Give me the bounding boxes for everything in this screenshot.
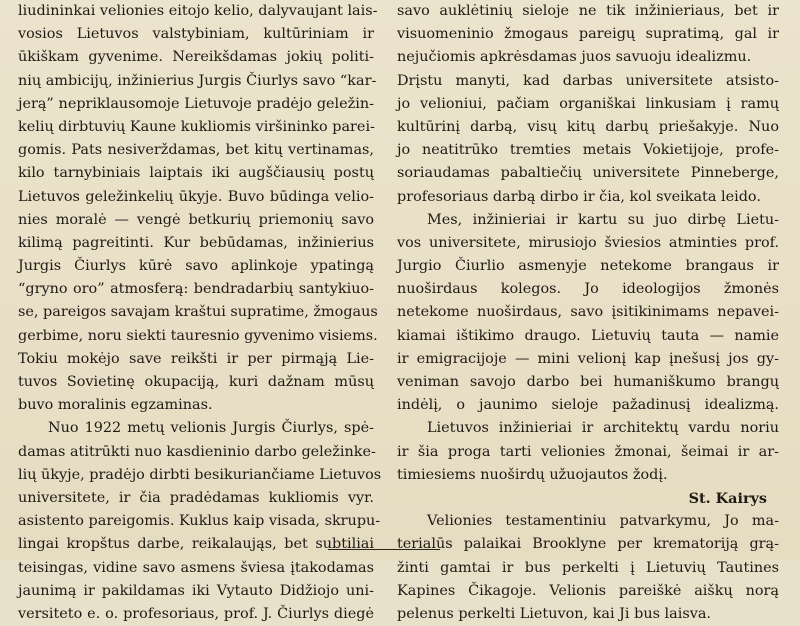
text-line: profesoriaus darbą dirbo ir čia, kol sveikata leido. [397, 188, 761, 205]
text-line: jerą” nepriklausomoje Lietuvoje pradėjo geležin- [18, 95, 374, 112]
right-column [397, 0, 779, 626]
text-line: kiamai ištikimo draugo. Lietuvių tauta — namie [397, 327, 779, 344]
text-line: netekome nuoširdaus, savo įsitikinimams nepavei- [397, 304, 779, 321]
text-line: buvo moralinis egzaminas. [18, 397, 213, 414]
text-line: ūkiškam gyvenime. Nereikšdamas jokių politi- [18, 49, 374, 66]
text-line: se, pareigos savajam kraštui supratime, žmogaus [18, 304, 378, 321]
text-line: Jurgio Čiurlio asmenyje netekome brangaus ir [397, 258, 779, 275]
text-line: jo neatitrūko tremties metais Vokietijoje, profe- [397, 142, 779, 159]
text-line: kultūrinį darbą, visų kitų darbų priešakyje. Nuo [397, 118, 779, 135]
text-line: lingai kropštus darbe, reikalaująs, bet subtiliai [18, 536, 374, 553]
text-line: gomis. Pats nesiverždamas, bet kitų vertinamas, [18, 142, 374, 159]
text-line: žinti gamtai ir bus perkelti į Lietuvių Tautines [397, 559, 779, 576]
text-line: timiesiems nuoširdų užuojautos žodį. [397, 466, 668, 483]
text-line: liudininkai velionies eitojo kelio, dalyvaujant lais- [18, 3, 378, 19]
text-line: kilo tarnybiniais laiptais iki augščiausių postų [18, 165, 374, 182]
text-line: gerbime, noru siekti tauresnio gyvenimo visiems. [18, 327, 378, 344]
text-line: veniman savojo darbo bei humaniškumo brangų [397, 374, 779, 390]
text-line: universitete, ir čia pradėdamas kukliomis vyr. [18, 489, 374, 506]
text-line: tuvos Sovietinę okupaciją, kuri dažnam mūsų [18, 374, 374, 390]
text-line: ir emigracijoje — mini velionį kap įnešusį jos gy- [397, 350, 779, 367]
author-signature: St. Kairys [688, 489, 767, 507]
text-line: jo velioniui, pačiam organiškai linkusiam į ramų [397, 95, 779, 112]
text-line: teisingas, vidine savo asmens šviesa įtakodamas [18, 559, 374, 576]
text-line: soriaudamas pabaltiečių universitete Pinneberge, [397, 165, 779, 182]
text-line: kilimą pagreitinti. Kur bebūdamas, inžinierius [18, 234, 374, 251]
text-line: vosios Lietuvos valstybiniam, kultūriniam ir [18, 26, 374, 43]
text-line: versiteto e. o. profesoriaus, prof. J. Čiurlys diegė [18, 605, 374, 622]
text-line: ir šia proga tarti velionies žmonai, šeimai ir ar- [397, 443, 779, 460]
text-line: Nuo 1922 metų velionis Jurgis Čiurlys, spė- [48, 420, 374, 437]
text-line: indėlį, o jaunimo sieloje pažadinusį idealizmą. [397, 397, 779, 414]
text-line: Velionies testamentiniu patvarkymu, Jo ma- [427, 513, 779, 530]
footer-rule [328, 549, 440, 550]
text-line: asistento pareigomis. Kuklus kaip visada, skrupu- [18, 513, 381, 530]
text-line: nių ambicijų, inžinierius Jurgis Čiurlys savo “kar- [18, 72, 377, 89]
text-line: nies moralė — vengė betkurių priemonių savo [18, 211, 374, 228]
text-line: Tokiu mokėjo save reikšti ir per pirmąją Lie- [18, 350, 374, 367]
left-column [18, 0, 382, 626]
text-line: terialūs palaikai Brooklyne per krematoriją grą- [397, 536, 779, 553]
text-line: damas atitrūkti nuo kasdieninio darbo geležinke- [18, 443, 376, 460]
text-line: savo auklėtinių sieloje ne tik inžinieriaus, bet ir [397, 3, 779, 19]
text-line: pelenus perkelti Lietuvon, kai Ji bus laisva. [397, 605, 712, 622]
text-line: kelių dirbtuvių Kaune kukliomis viršininko parei- [18, 118, 375, 135]
text-line: Kapines Čikagoje. Velionis pareiškė aiškų norą [397, 582, 779, 599]
text-line: visuomeninio žmogaus pareigų supratimą, gal ir [397, 26, 779, 43]
text-line: vos universitete, mirusiojo šviesios atminties prof. [397, 234, 779, 251]
text-line: Mes, inžinieriai ir kartu su juo dirbę Lietu- [427, 211, 779, 228]
text-line: nuoširdaus kolegos. Jo ideologijos žmonės [397, 281, 779, 298]
text-line: nejučiomis apkrėsdamas juos savuoju idealizmu. [397, 49, 752, 66]
text-line: Drįstu manyti, kad darbas universitete atsisto- [397, 72, 779, 89]
text-line: lių ūkyje, pradėjo dirbti besikuriančiame Lietuvos [18, 466, 382, 483]
text-line: jaunimą ir pakildamas iki Vytauto Didžiojo uni- [18, 582, 374, 599]
text-line: Lietuvos geležinkelių ūkyje. Buvo būdinga velio- [18, 188, 374, 205]
text-line: Jurgis Čiurlys kūrė savo aplinkoje ypatingą [18, 258, 374, 275]
text-line: “gryno oro” atmosferą: bendradarbių santykiuo- [18, 281, 374, 298]
text-line: Lietuvos inžinieriai ir architektų vardu noriu [427, 420, 779, 437]
